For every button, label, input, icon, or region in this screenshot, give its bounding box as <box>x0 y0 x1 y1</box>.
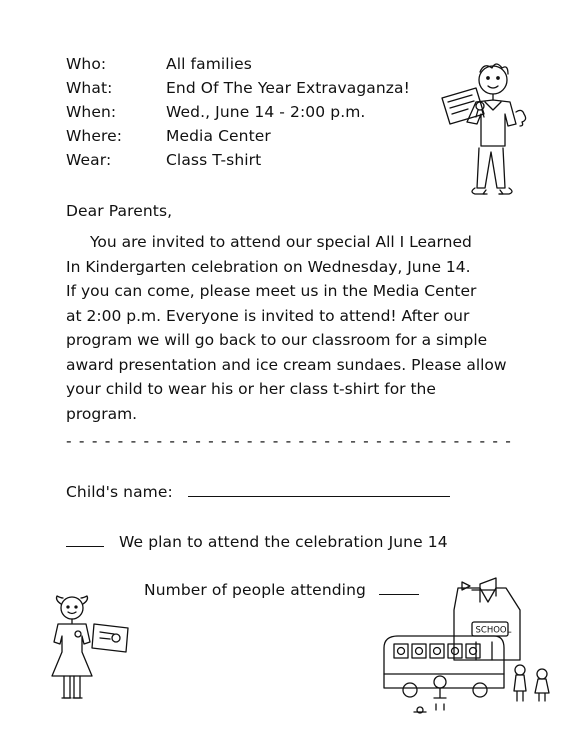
letter-line: at 2:00 p.m. Everyone is invited to attend! After our <box>66 306 470 325</box>
attend-checkbox-blank[interactable] <box>66 532 104 547</box>
letter-line: your child to wear his or her class t-shirt for the <box>66 380 436 398</box>
what-label: What: <box>66 79 113 97</box>
child-name-label: Child's name: <box>66 483 173 501</box>
school-bus-icon <box>380 578 556 718</box>
attend-row <box>66 530 448 554</box>
people-row <box>144 578 419 602</box>
school-sign-text: SCHOOL <box>475 625 512 636</box>
letter-line: You are invited to attend our special All I Learned <box>90 233 472 251</box>
child-name-row <box>66 480 450 504</box>
girl-with-award-icon <box>30 594 140 714</box>
letter-line: program. <box>66 404 138 423</box>
letter-line: program we will go back to our classroom for a simple <box>66 331 488 349</box>
letter-line: In Kindergarten celebration on Wednesday, June 14. <box>66 257 471 276</box>
where-label: Where: <box>66 127 123 145</box>
letter-line: award presentation and ice cream sundaes. Please allow <box>66 355 507 374</box>
attend-label: We plan to attend the celebration June 14 <box>119 533 448 551</box>
wear-value: Class T-shirt <box>166 151 262 169</box>
people-label: Number of people attending <box>144 581 366 599</box>
when-value: Wed., June 14 - 2:00 p.m. <box>166 103 366 121</box>
when-label: When: <box>66 103 117 121</box>
where-value: Media Center <box>166 127 271 145</box>
greeting: Dear Parents, <box>66 202 173 220</box>
letter-body <box>66 230 506 426</box>
boy-with-award-icon <box>418 50 538 200</box>
child-name-field[interactable] <box>188 482 450 497</box>
wear-label: Wear: <box>66 151 112 169</box>
what-value: End Of The Year Extravaganza! <box>166 79 410 97</box>
cut-line: - - - - - - - - - - - - - - - - - - - - - - - - - - - - - - - - - - - <box>66 432 513 450</box>
who-label: Who: <box>66 55 107 73</box>
letter-line: If you can come, please meet us in the Media Center <box>66 282 477 300</box>
who-value: All families <box>166 55 252 73</box>
